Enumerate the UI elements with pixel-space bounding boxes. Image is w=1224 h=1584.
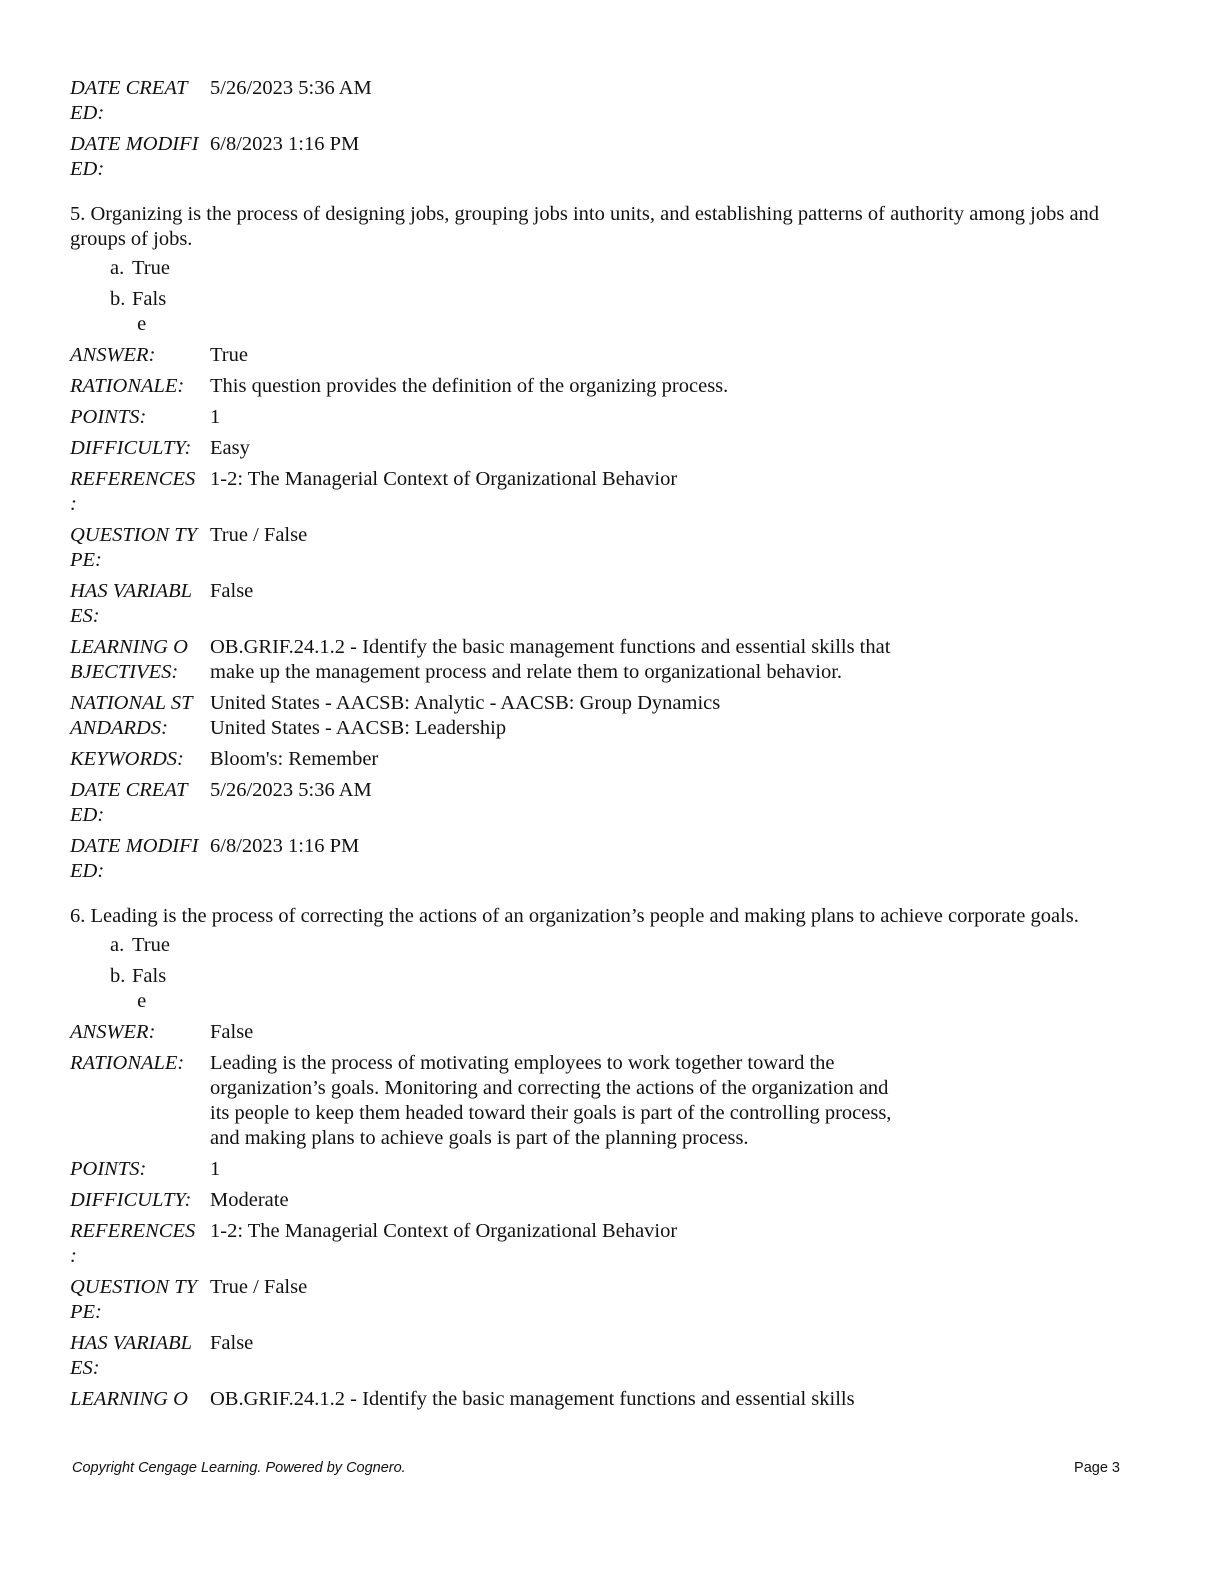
meta-value: Moderate: [210, 1189, 289, 1211]
meta-value: True / False: [210, 1276, 308, 1298]
meta-row-difficulty: [70, 1188, 1140, 1213]
top-metadata: [70, 76, 1140, 182]
meta-label: QUESTION TY PE:: [70, 524, 198, 571]
meta-row-learning-objectives: [70, 635, 1140, 685]
choice-text: Fals e: [132, 288, 167, 335]
meta-label: ANSWER:: [70, 344, 156, 366]
meta-value: United States - AACSB: Analytic - AACSB: Group Dynamics United States - AACSB: Leadership: [210, 692, 721, 739]
choice-letter: a.: [110, 257, 125, 279]
meta-label: HAS VARIABL ES:: [70, 580, 193, 627]
choice-b: [110, 964, 1140, 1014]
meta-label: RATIONALE:: [70, 375, 185, 397]
meta-label: DATE MODIFI ED:: [70, 835, 199, 882]
meta-value: True / False: [210, 524, 308, 546]
copyright-text: Copyright Cengage Learning. Powered by Cognero.: [72, 1460, 406, 1476]
meta-row-national-standards: [70, 691, 1140, 741]
meta-row-rationale: [70, 1051, 1140, 1151]
meta-row-learning-objectives: [70, 1387, 1140, 1412]
meta-label: ANSWER:: [70, 1021, 156, 1043]
meta-label: REFERENCES :: [70, 1220, 196, 1267]
question-5: [70, 202, 1140, 884]
meta-row-answer: [70, 1020, 1140, 1045]
choice-letter: b.: [110, 288, 126, 310]
meta-label: DATE CREAT ED:: [70, 779, 188, 826]
choice-b: [110, 287, 1140, 337]
meta-row-question-type: [70, 523, 1140, 573]
meta-value: 6/8/2023 1:16 PM: [210, 133, 360, 155]
meta-row-question-type: [70, 1275, 1140, 1325]
meta-label: LEARNING O BJECTIVES:: [70, 636, 188, 683]
meta-value: 5/26/2023 5:36 AM: [210, 77, 372, 99]
question-text: 5. Organizing is the process of designing jobs, grouping jobs into units, and establishing patterns of authority among jobs and groups of jobs.: [70, 203, 1100, 250]
meta-value: OB.GRIF.24.1.2 - Identify the basic management functions and essential skills that make up the management process and relate them to organizational behavior.: [210, 636, 891, 683]
meta-row-has-variables: [70, 1331, 1140, 1381]
meta-value: False: [210, 580, 254, 602]
question-text: 6. Leading is the process of correcting the actions of an organization’s people and making plans to achieve corporate goals.: [70, 905, 1079, 927]
meta-label: KEYWORDS:: [70, 748, 184, 770]
meta-label: DATE MODIFI ED:: [70, 133, 199, 180]
choice-letter: a.: [110, 934, 125, 956]
choice-text: True: [132, 257, 170, 279]
meta-label: NATIONAL ST ANDARDS:: [70, 692, 193, 739]
meta-row: [70, 76, 1140, 126]
document-page: [70, 76, 1140, 1418]
meta-value: 1: [210, 1158, 221, 1180]
choice-a: [110, 256, 1140, 281]
meta-row-points: [70, 1157, 1140, 1182]
meta-label: DATE CREAT ED:: [70, 77, 188, 124]
meta-row-keywords: [70, 747, 1140, 772]
meta-row-difficulty: [70, 436, 1140, 461]
meta-value: 1: [210, 406, 221, 428]
meta-value: 6/8/2023 1:16 PM: [210, 835, 360, 857]
choice-a: [110, 933, 1140, 958]
meta-value: OB.GRIF.24.1.2 - Identify the basic management functions and essential skills: [210, 1388, 855, 1410]
question-6: [70, 904, 1140, 1412]
meta-value: 1-2: The Managerial Context of Organizational Behavior: [210, 1220, 678, 1242]
meta-value: Bloom's: Remember: [210, 748, 379, 770]
choice-letter: b.: [110, 965, 126, 987]
meta-value: This question provides the definition of the organizing process.: [210, 375, 729, 397]
meta-value: True: [210, 344, 248, 366]
meta-value: 1-2: The Managerial Context of Organizational Behavior: [210, 468, 678, 490]
meta-label: HAS VARIABL ES:: [70, 1332, 193, 1379]
meta-row-points: [70, 405, 1140, 430]
meta-row-rationale: [70, 374, 1140, 399]
meta-value: Leading is the process of motivating employees to work together toward the organization’s goals. Monitoring and correcting the actions of the organization and its people to keep them headed toward their goals is part of the controlling process, and making plans to achieve goals is part of the planning process.: [210, 1052, 892, 1149]
meta-label: DIFFICULTY:: [70, 1189, 192, 1211]
meta-label: QUESTION TY PE:: [70, 1276, 198, 1323]
meta-value: Easy: [210, 437, 250, 459]
page-number: Page 3: [1074, 1460, 1120, 1476]
meta-label: POINTS:: [70, 1158, 147, 1180]
meta-label: DIFFICULTY:: [70, 437, 192, 459]
meta-value: False: [210, 1021, 254, 1043]
meta-row-answer: [70, 343, 1140, 368]
meta-label: POINTS:: [70, 406, 147, 428]
meta-label: RATIONALE:: [70, 1052, 185, 1074]
meta-label: REFERENCES :: [70, 468, 196, 515]
meta-row-references: [70, 1219, 1140, 1269]
page-footer: [72, 1460, 1120, 1476]
choice-text: True: [132, 934, 170, 956]
meta-value: False: [210, 1332, 254, 1354]
meta-value: 5/26/2023 5:36 AM: [210, 779, 372, 801]
meta-row-references: [70, 467, 1140, 517]
choice-text: Fals e: [132, 965, 167, 1012]
meta-label: LEARNING O: [70, 1388, 188, 1410]
meta-row-date-modified: [70, 834, 1140, 884]
meta-row-date-created: [70, 778, 1140, 828]
meta-row: [70, 132, 1140, 182]
meta-row-has-variables: [70, 579, 1140, 629]
